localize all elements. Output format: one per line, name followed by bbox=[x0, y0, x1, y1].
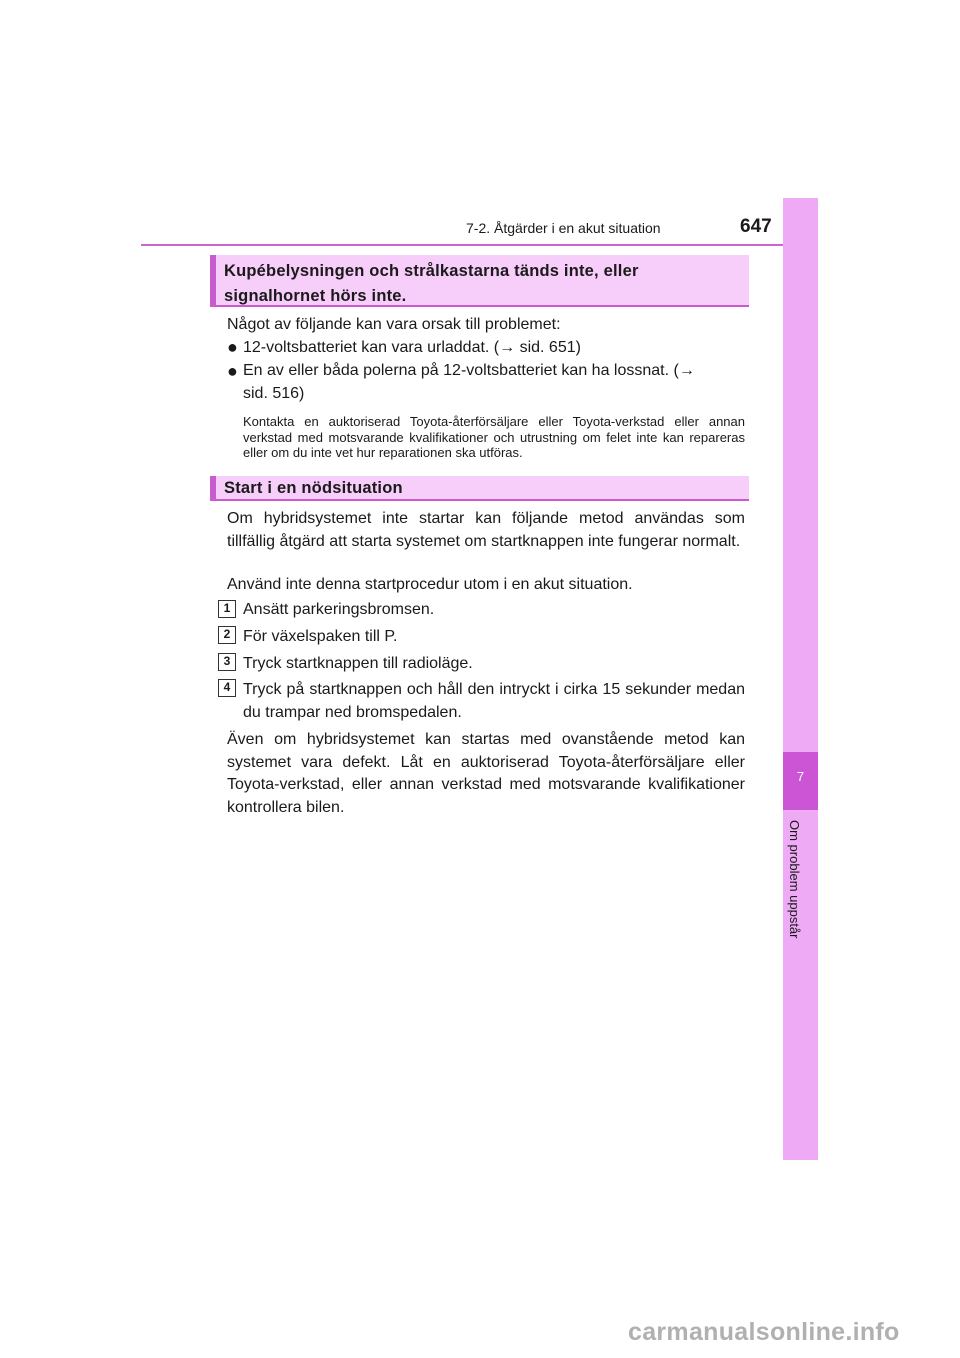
bullet-item: En av eller båda polerna på 12-voltsbatteriet kan ha lossnat. (→ sid. 516) bbox=[243, 362, 695, 402]
chapter-title: Om problem uppstår bbox=[787, 820, 802, 939]
bullet-icon: ● bbox=[227, 337, 238, 357]
step-text: Tryck startknappen till radioläge. bbox=[243, 655, 473, 672]
bullet-icon: ● bbox=[227, 361, 238, 381]
chapter-side-tab bbox=[783, 198, 818, 1160]
step-text: Ansätt parkeringsbromsen. bbox=[243, 601, 435, 618]
section1-note: Kontakta en auktoriserad Toyota-återförsäljare eller Toyota-verkstad eller annan verkstad med motsvarande kvalifikationer och utrustning om felet inte kan repareras eller om du inte vet hur reparationen ska utföras. bbox=[243, 414, 745, 460]
chapter-number: 7 bbox=[796, 769, 805, 784]
section1-intro: Något av följande kan vara orsak till problemet: bbox=[227, 316, 561, 333]
page-number: 647 bbox=[740, 216, 772, 237]
step-number-badge: 1 bbox=[218, 600, 236, 618]
bullet-item: 12-voltsbatteriet kan vara urladdat. (→ sid. 651) bbox=[243, 339, 581, 356]
step-text: För växelspaken till P. bbox=[243, 628, 398, 645]
step-number-badge: 2 bbox=[218, 626, 236, 644]
watermark-logo: carmanualsonline.info bbox=[628, 1318, 900, 1346]
section2-intro: Om hybridsystemet inte startar kan följande metod användas som tillfällig åtgärd att starta systemet om startknappen inte fungerar normalt. bbox=[227, 510, 745, 550]
section2-warning: Använd inte denna startprocedur utom i en akut situation. bbox=[227, 576, 633, 593]
section-heading-emergency-start: Start i en nödsituation bbox=[210, 476, 749, 501]
section-heading-lights: Kupébelysningen och strålkastarna tänds inte, eller signalhornet hörs inte. bbox=[210, 255, 749, 307]
step-number-badge: 4 bbox=[218, 679, 236, 697]
section2-closing: Även om hybridsystemet kan startas med ovanstående metod kan systemet vara defekt. Låt en auktoriserad Toyota-återförsäljare eller Toyota-verkstad, eller annan verkstad med motsvarande kvalifikationer kontrollera bilen. bbox=[227, 731, 745, 816]
running-header: 7-2. Åtgärder i en akut situation bbox=[466, 220, 661, 236]
step-number-badge: 3 bbox=[218, 653, 236, 671]
step-text: Tryck på startknappen och håll den intryckt i cirka 15 sekunder medan du trampar ned bromspedalen. bbox=[243, 681, 745, 721]
header-divider bbox=[141, 244, 818, 246]
